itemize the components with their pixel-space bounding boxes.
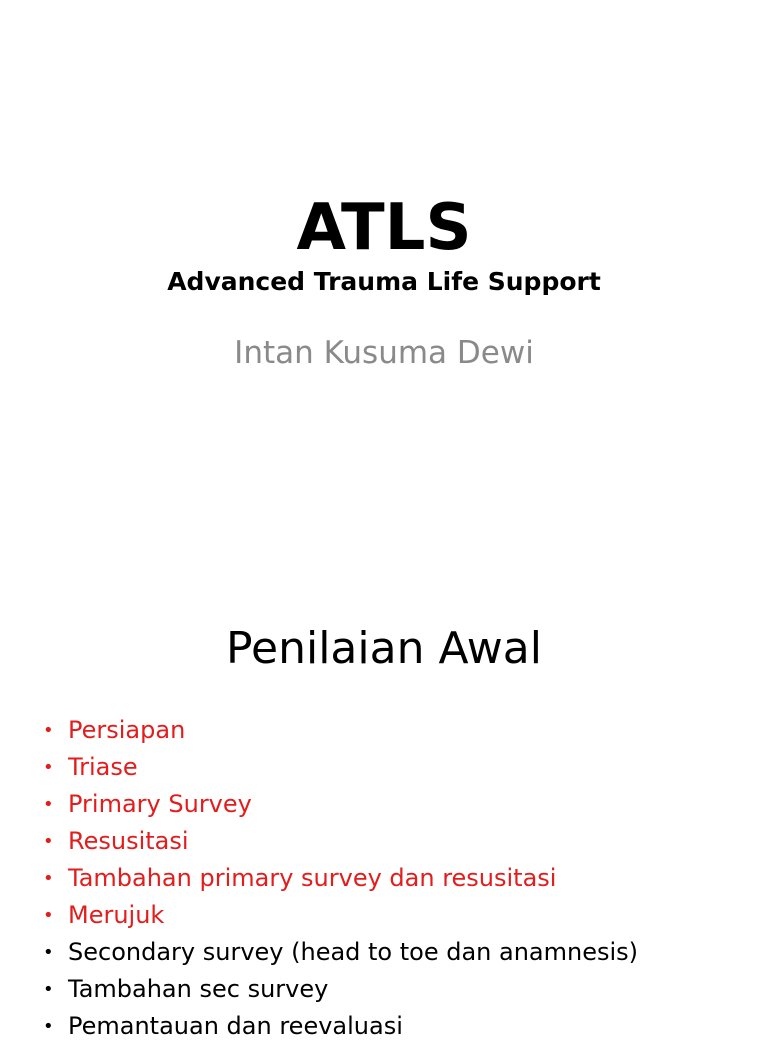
list-item-text: Tambahan primary survey dan resusitasi (68, 864, 557, 892)
list-item-text: Persiapan (68, 716, 186, 744)
bullet-icon: • (43, 942, 54, 963)
bullet-icon: • (43, 831, 54, 852)
slide-heading: Penilaian Awal (226, 623, 542, 674)
bullet-icon: • (43, 757, 54, 778)
presentation-title: ATLS (296, 191, 472, 265)
bullet-icon: • (43, 1016, 54, 1037)
bullet-icon: • (43, 720, 54, 741)
list-item-text: Tambahan sec survey (68, 975, 329, 1003)
list-item-text: Primary Survey (68, 790, 252, 818)
bullet-icon: • (43, 979, 54, 1000)
list-item-text: Pemantauan dan reevaluasi (68, 1012, 403, 1040)
list-item-text: Triase (68, 753, 138, 781)
bullet-icon: • (43, 868, 54, 889)
bullet-icon: • (43, 905, 54, 926)
bullet-icon: • (43, 794, 54, 815)
list-item-text: Secondary survey (head to toe dan anamnesis) (68, 938, 639, 966)
presentation-author: Intan Kusuma Dewi (234, 335, 534, 371)
slide-penilaian-awal (0, 576, 768, 1040)
list-item-text: Merujuk (68, 901, 165, 929)
presentation-subtitle: Advanced Trauma Life Support (167, 267, 601, 296)
list-item-text: Resusitasi (68, 827, 189, 855)
